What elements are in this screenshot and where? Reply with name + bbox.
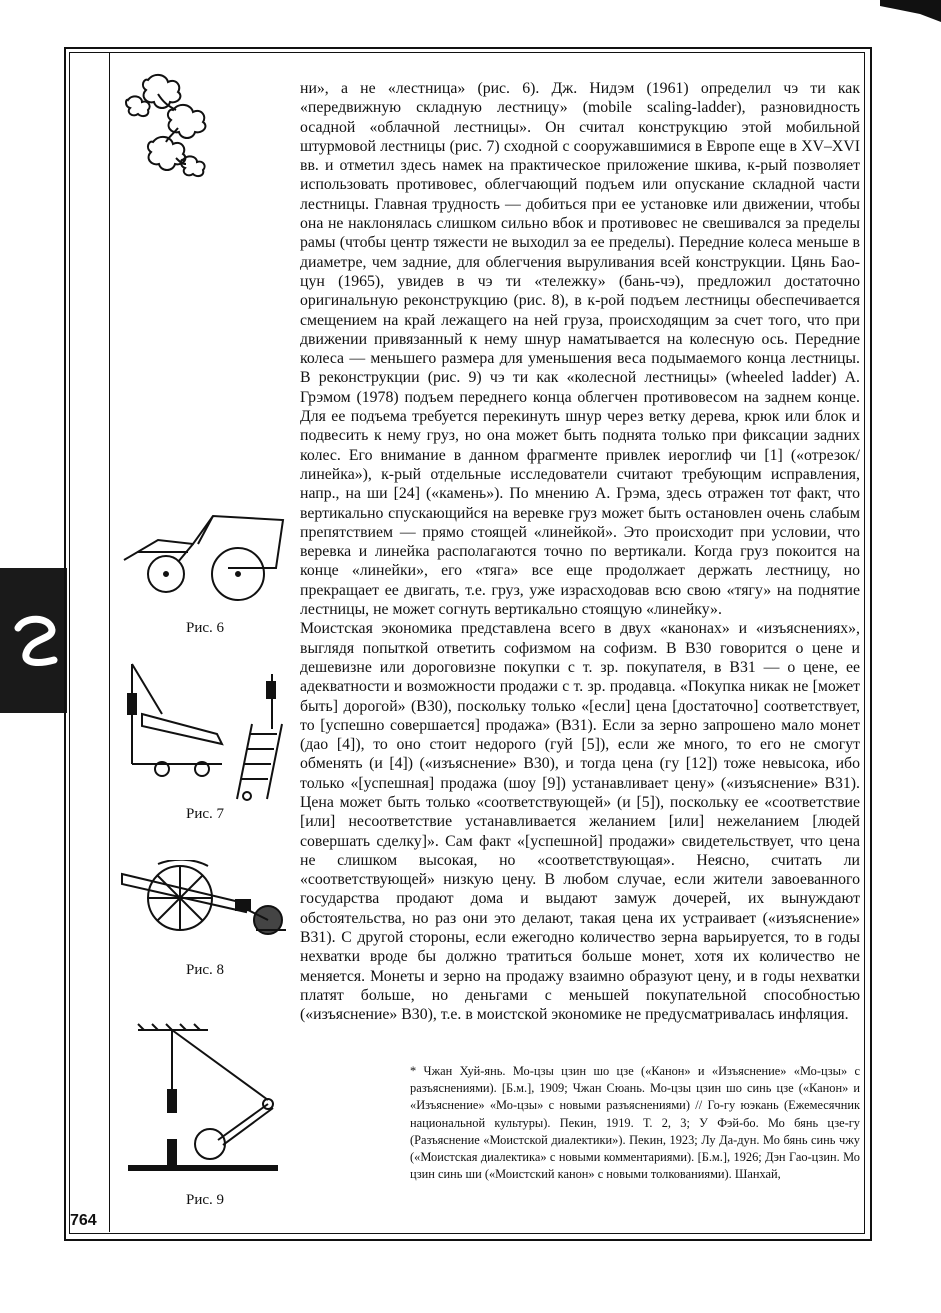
figure-cloud-ladder — [118, 70, 228, 185]
figure-6-cart — [118, 512, 288, 612]
figure-6-caption: Рис. 6 — [186, 620, 225, 636]
footnote — [410, 1063, 860, 1183]
figure-8-caption: Рис. 8 — [186, 962, 225, 978]
body-paragraph-2: Моистская экономика представлена всего в двух «канонах» и «изъяснениях», выглядя попыткой ответить софизмом на софизм. В В30 говорится о цене и дешевизне или дороговизне покупки с т. зр. покупателя, в В31 — о цене, ее адекватности и возможности продажи с т. зр. продавца. «Покупка никак не [может быть] дорогой» (В30), поскольку только «[если] цена [достаточно] соответствует, то [успешно совершается] продажа» (В31). Если за зерно запрошено мало монет (дао [4]), то оно стоит недорого (гуй [5]), если же много, то его не смогут обменять (и [4]) («изъяснение» В30), и тогда цена (гу [12]) тоже невысока, ибо только «[успешная] продажа (шоу [9]) устанавливает цену» («изъяснение» В31). Цена может быть только «соответствующей» (и [5]), поскольку ее «соответствие [или] несоответствие устанавливается желанием [или] нежеланием [людей совершать сделку]». Сам факт «[успешной] продажи» свидетельствует, что цена не слишком высокая, но «соответствующая». Неясно, считать ли «соответствующей» низкую цену. В любом случае, если жители завоеванного государства продают дома и выдают замуж дочерей, их вынуждают обстоятельства, но раз они это делают, такая цена их устраивает («изъяснение» В31). С другой стороны, если ежегодно количество зерна варьируется, то в годы нехватки вроде бы должно тратиться больше монет, хотя их количество не меняется. Монеты и зерно на продажу взаимно образуют цену, и в годы нехватки платят больше, но деньгами с меньшей покупательной способностью («изъяснение» В30), т.е. в моистской экономике не предусматривалась инфляция. — [300, 620, 860, 1024]
thumb-index-tab — [0, 568, 67, 713]
figure-7-caption: Рис. 7 — [186, 806, 225, 822]
corner-arrow-icon — [880, 0, 941, 22]
radical-glyph-icon — [10, 598, 58, 678]
figure-9-caption: Рис. 9 — [186, 1192, 225, 1208]
figure-9-pulley-ladder — [128, 1020, 278, 1180]
page-number: 764 — [70, 1212, 97, 1229]
figure-8-wheeled-ladder — [118, 860, 293, 950]
article-body — [300, 79, 860, 1025]
figure-7-siege-ladder — [122, 654, 292, 804]
column-rule — [109, 52, 110, 1232]
body-paragraph-1: ни», а не «лестница» (рис. 6). Дж. Нидэм (1961) определил чэ ти как «передвижную складную лестницу» (mobile scaling-ladder), разновидность осадной «облачной лестницы». Он считал конструкцию этой мобильной штурмовой лестницы (рис. 7) сходной с сооружавшимися в Европе еще в XV–XVI вв. и отметил здесь намек на практическое приложение шкива, к-рый позволяет использовать противовес, облегчающий подъем или опускание складной части лестницы. Главная трудность — добиться при ее установке или движении, чтобы она не наклонялась слишком сильно вбок и противовес не свешивался за пределы рамы (чтобы центр тяжести не выходил за ее пределы). Передние колеса меньше в диаметре, чем задние, для облегчения выруливания всей конструкции. Цянь Бао-цун (1965), увидев в чэ ти «тележку» (бань-чэ), предложил достаточно оригинальную реконструкцию (рис. 8), в к-рой подъем лестницы обеспечивается смещением на край лежащего на ней груза, происходящим за счет того, что при движении привязанный к нему шнур наматывается на колесную ось. Передние колеса — меньшего размера для уменьшения веса подымаемого конца лестницы. В реконструкции (рис. 9) чэ ти как «колесной лестницы» (wheeled ladder) А. Грэмом (1978) подъем переднего конца облегчен противовесом на заднем конце. Для ее подъема требуется перекинуть шнур через ветку дерева, крюк или блок и подвесить к нему груз, но она может быть поднята только при фиксации задних колес. Его внимание в данном фрагменте привлек иероглиф чи [1] («отрезок/линейка»), к-рый отдельные исследователи считают требующим исправления, напр., на ши [24] («камень»). По мнению А. Грэма, здесь отражен тот факт, что вертикально спускающийся на веревке груз может быть остановлен очень слабым препятствием — прямо стоящей «линейкой». Это происходит при условии, что веревка и линейка располагаются точно по вертикали. Когда груз покоится на конце «линейки», его «тяга» все еще продолжает держать лестницу, но прекращает ее двигать, т.е. груз, уже израсходовав всю свою «тягу» на поднятие лестницы, не может согнуть вертикально стоящую «линейку». — [300, 80, 860, 619]
footnote-text: * Чжан Хуй-янь. Мо-цзы цзин шо цзе («Канон» и «Изъяснение» «Мо-цзы» с разъяснениями). [Б.м.], 1909; Чжан Сюань. Мо-цзы цзин шо синь цзе («Канон» и «Изъяснение» «Мо-цзы» с новыми разъяснениями) // Го-гу юэкань (Ежемесячник национальной культуры). Пекин, 1919. Т. 2, 3; У Фэй-бо. Мо бянь цзе-гу (Разъяснение «Моистской диалектики»). Пекин, 1923; Лу Да-дун. Мо бянь синь чжу («Моистская диалектика» с новыми комментариями). [Б.м.], 1926; Дэн Гао-цзин. Мо цзин синь ши («Моистский канон» с новыми толкованиями). Шанхай, — [410, 1064, 860, 1182]
